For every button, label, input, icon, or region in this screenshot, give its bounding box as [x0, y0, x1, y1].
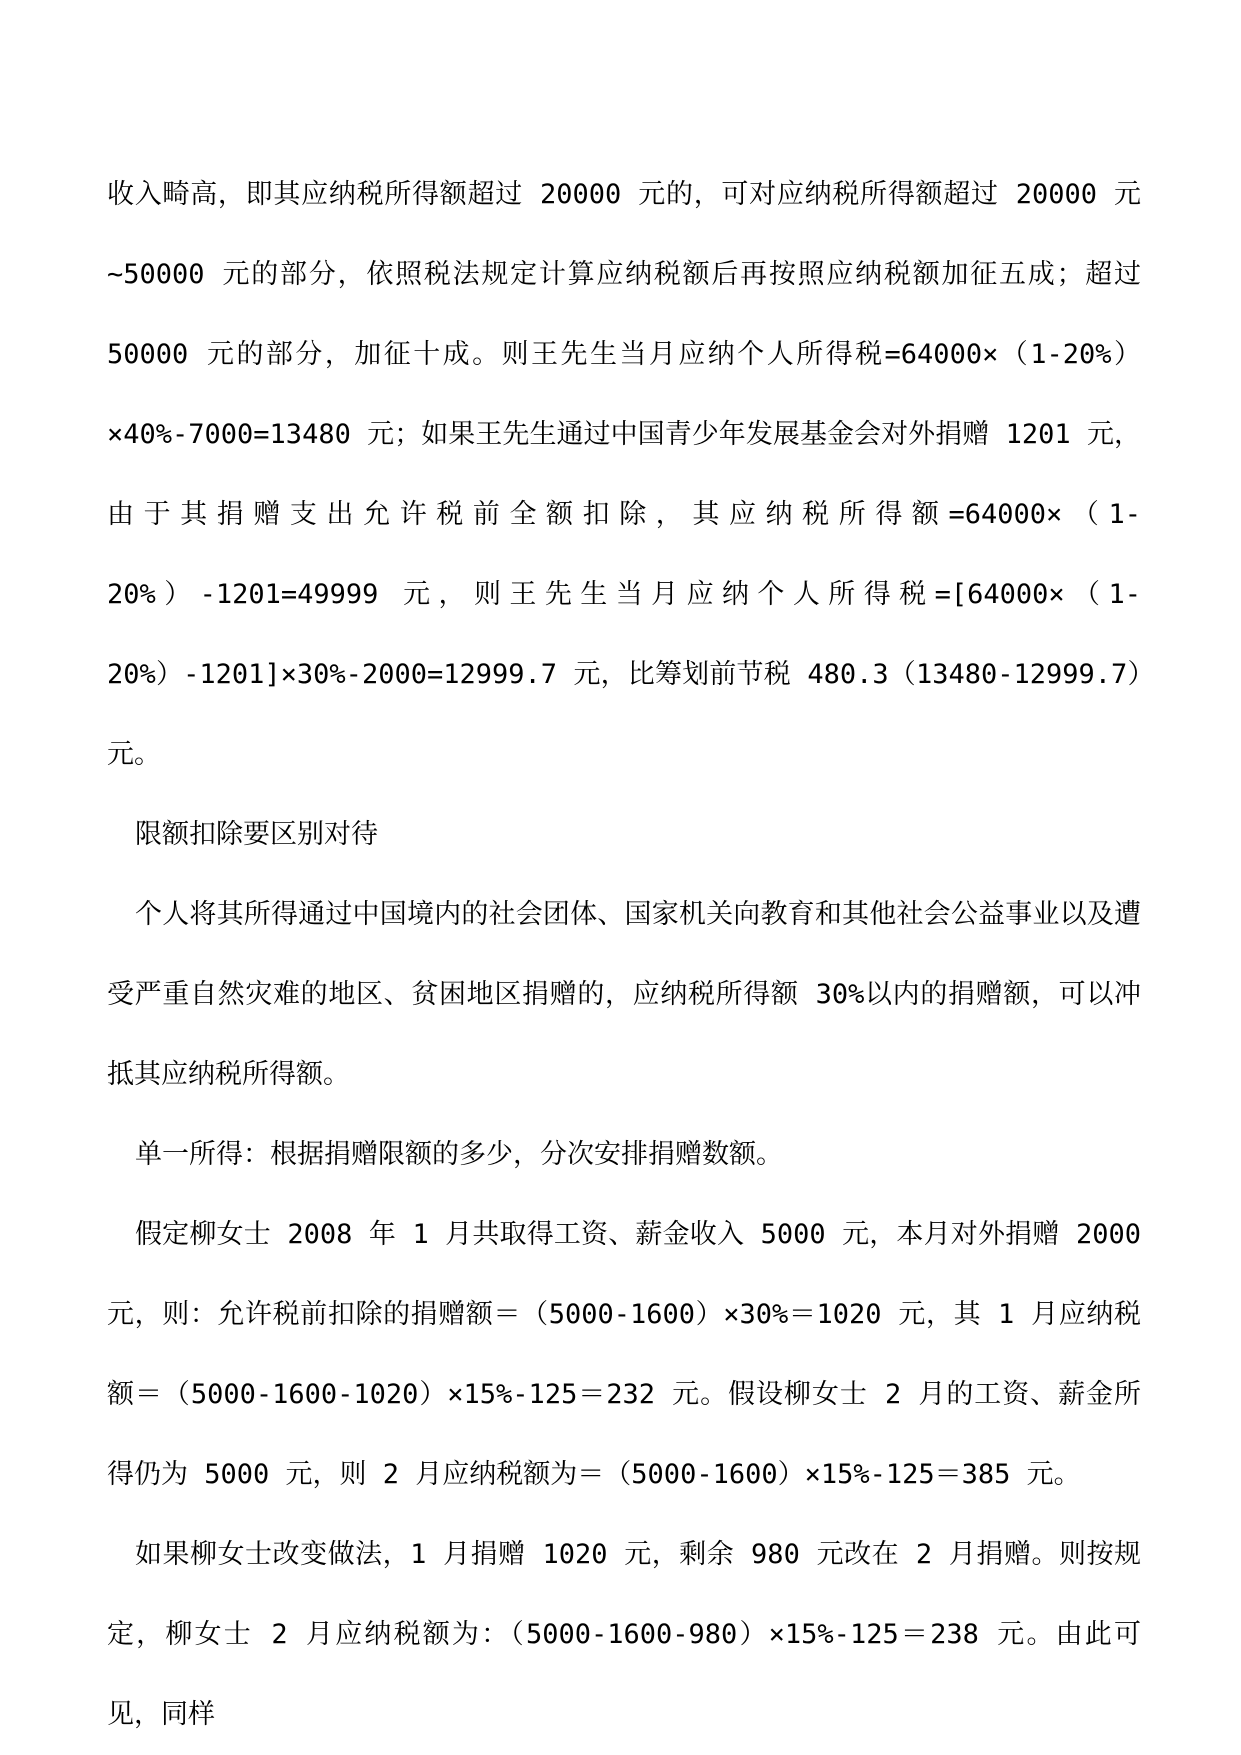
paragraph-tax-calculation: 收入畸高，即其应纳税所得额超过 20000 元的，可对应纳税所得额超过 20000 元~50000 元的部分，依照税法规定计算应纳税额后再按照应纳税额加征五成；超过 50000 元的部分，加征十成。则王先生当月应纳个人所得税=64000×（1-20%）×40%-7000=13480 元；如果王先生通过中国青少年发展基金会对外捐赠 1201 元，由于其捐赠支出允许税前全额扣除，其应纳税所得额=64000×（1-20%）-1201=49999 元，则王先生当月应纳个人所得税=[64000×（1-20%）-1201]×30%-2000=12999.7 元，比筹划前节税 480.3（13480-12999.7）元。: [107, 179, 1141, 770]
paragraph-alternative: 如果柳女士改变做法，1 月捐赠 1020 元，剩余 980 元改在 2 月捐赠。则按规定，柳女士 2 月应纳税额为：（5000-1600-980）×15%-125＝238 元。由此可见，同样: [107, 1539, 1141, 1730]
document-body: [107, 155, 1141, 1755]
paragraph-single-income: 单一所得：根据捐赠限额的多少，分次安排捐赠数额。: [135, 1139, 783, 1170]
section-heading: 限额扣除要区别对待: [135, 819, 378, 850]
paragraph-donation-rule: 个人将其所得通过中国境内的社会团体、国家机关向教育和其他社会公益事业以及遭受严重自然灾难的地区、贫困地区捐赠的，应纳税所得额 30%以内的捐赠额，可以冲抵其应纳税所得额。: [107, 899, 1141, 1090]
paragraph-example-liu: 假定柳女士 2008 年 1 月共取得工资、薪金收入 5000 元，本月对外捐赠 2000 元，则：允许税前扣除的捐赠额＝（5000-1600）×30%＝1020 元，其 1 月应纳税额＝（5000-1600-1020）×15%-125＝232 元。假设柳女士 2 月的工资、薪金所得仍为 5000 元，则 2 月应纳税额为＝（5000-1600）×15%-125＝385 元。: [107, 1219, 1141, 1490]
